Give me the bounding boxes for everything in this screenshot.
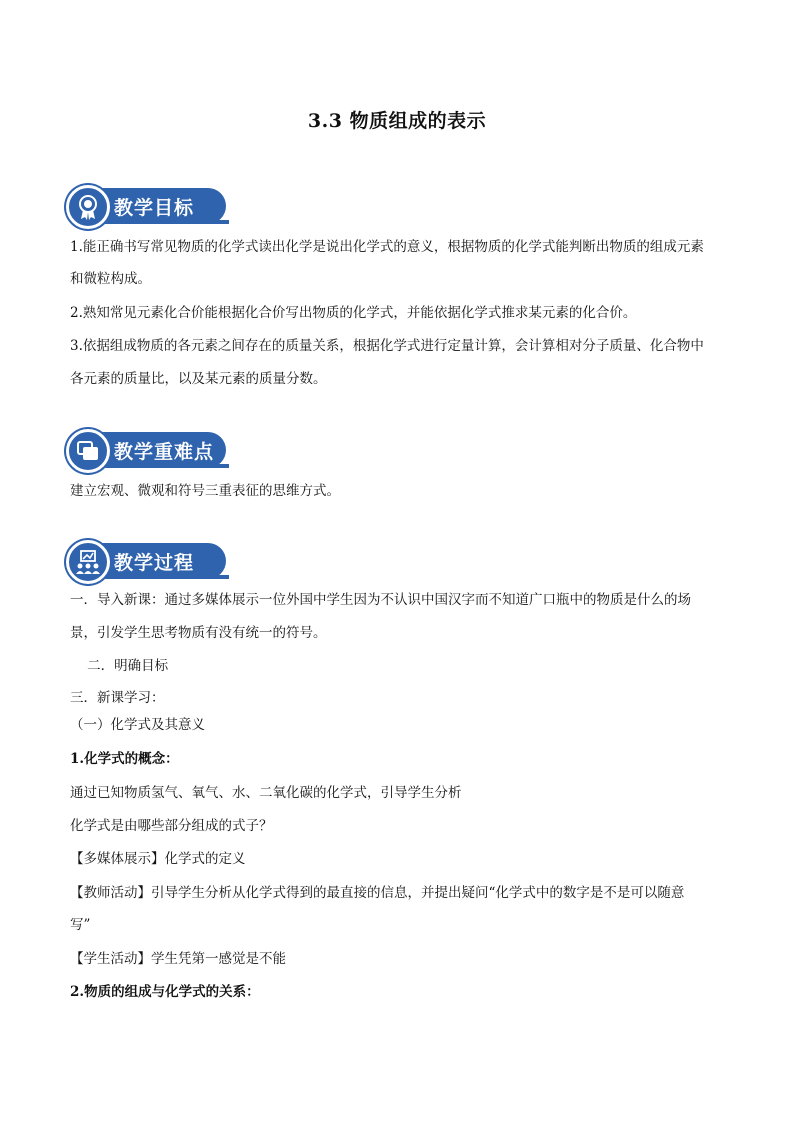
process-line-10: 【教师活动】引导学生分析从化学式得到的最直接的信息，并提出疑问“化学式中的数字是不是可以随意 <box>70 885 685 901</box>
process-line-12: 【学生活动】学生凭第一感觉是不能 <box>70 951 286 967</box>
section-title-difficulties: 教学重难点 <box>114 441 215 463</box>
goal-line-4: 3.依据组成物质的各元素之间存在的质量关系，根据化学式进行定量计算，会计算相对分子质量、化合物中 <box>70 338 704 354</box>
process-line-3: 二．明确目标 <box>70 658 169 674</box>
difficulty-line-1: 建立宏观、微观和符号三重表征的思维方式。 <box>70 483 340 499</box>
award-icon <box>66 185 110 229</box>
process-line-11: 写” <box>70 917 91 933</box>
goal-line-5: 各元素的质量比，以及某元素的质量分数。 <box>70 371 327 387</box>
section-header-process <box>66 540 226 582</box>
process-line-8: 化学式是由哪些部分组成的式子？ <box>70 818 273 834</box>
goal-line-2: 和微粒构成。 <box>70 271 151 287</box>
process-line-13: 2.物质的组成与化学式的关系： <box>70 984 260 1000</box>
section-header-goals <box>66 185 226 227</box>
presentation-icon <box>66 540 110 584</box>
process-line-4: 三．新课学习： <box>70 690 165 706</box>
process-line-9: 【多媒体展示】化学式的定义 <box>70 851 246 867</box>
process-line-1: 一．导入新课：通过多媒体展示一位外国中学生因为不认识中国汉字而不知道广口瓶中的物质是什么的场 <box>70 592 691 608</box>
goal-line-3: 2.熟知常见元素化合价能根据化合价写出物质的化学式，并能依据化学式推求某元素的化合价。 <box>70 305 637 321</box>
goal-line-1: 1.能正确书写常见物质的化学式读出化学是说出化学式的意义，根据物质的化学式能判断出物质的组成元素 <box>70 239 704 255</box>
process-line-7: 通过已知物质氢气、氧气、水、二氧化碳的化学式，引导学生分析 <box>70 785 462 801</box>
layers-icon <box>66 429 110 473</box>
process-line-2: 景，引发学生思考物质有没有统一的符号。 <box>70 625 327 641</box>
section-title-goals: 教学目标 <box>114 197 195 219</box>
section-header-difficulties <box>66 429 226 471</box>
process-line-6: 1.化学式的概念： <box>70 751 179 767</box>
section-title-process: 教学过程 <box>114 552 195 574</box>
page-title: 3.3 物质组成的表示 <box>307 110 487 132</box>
process-line-5: （一）化学式及其意义 <box>70 717 205 733</box>
